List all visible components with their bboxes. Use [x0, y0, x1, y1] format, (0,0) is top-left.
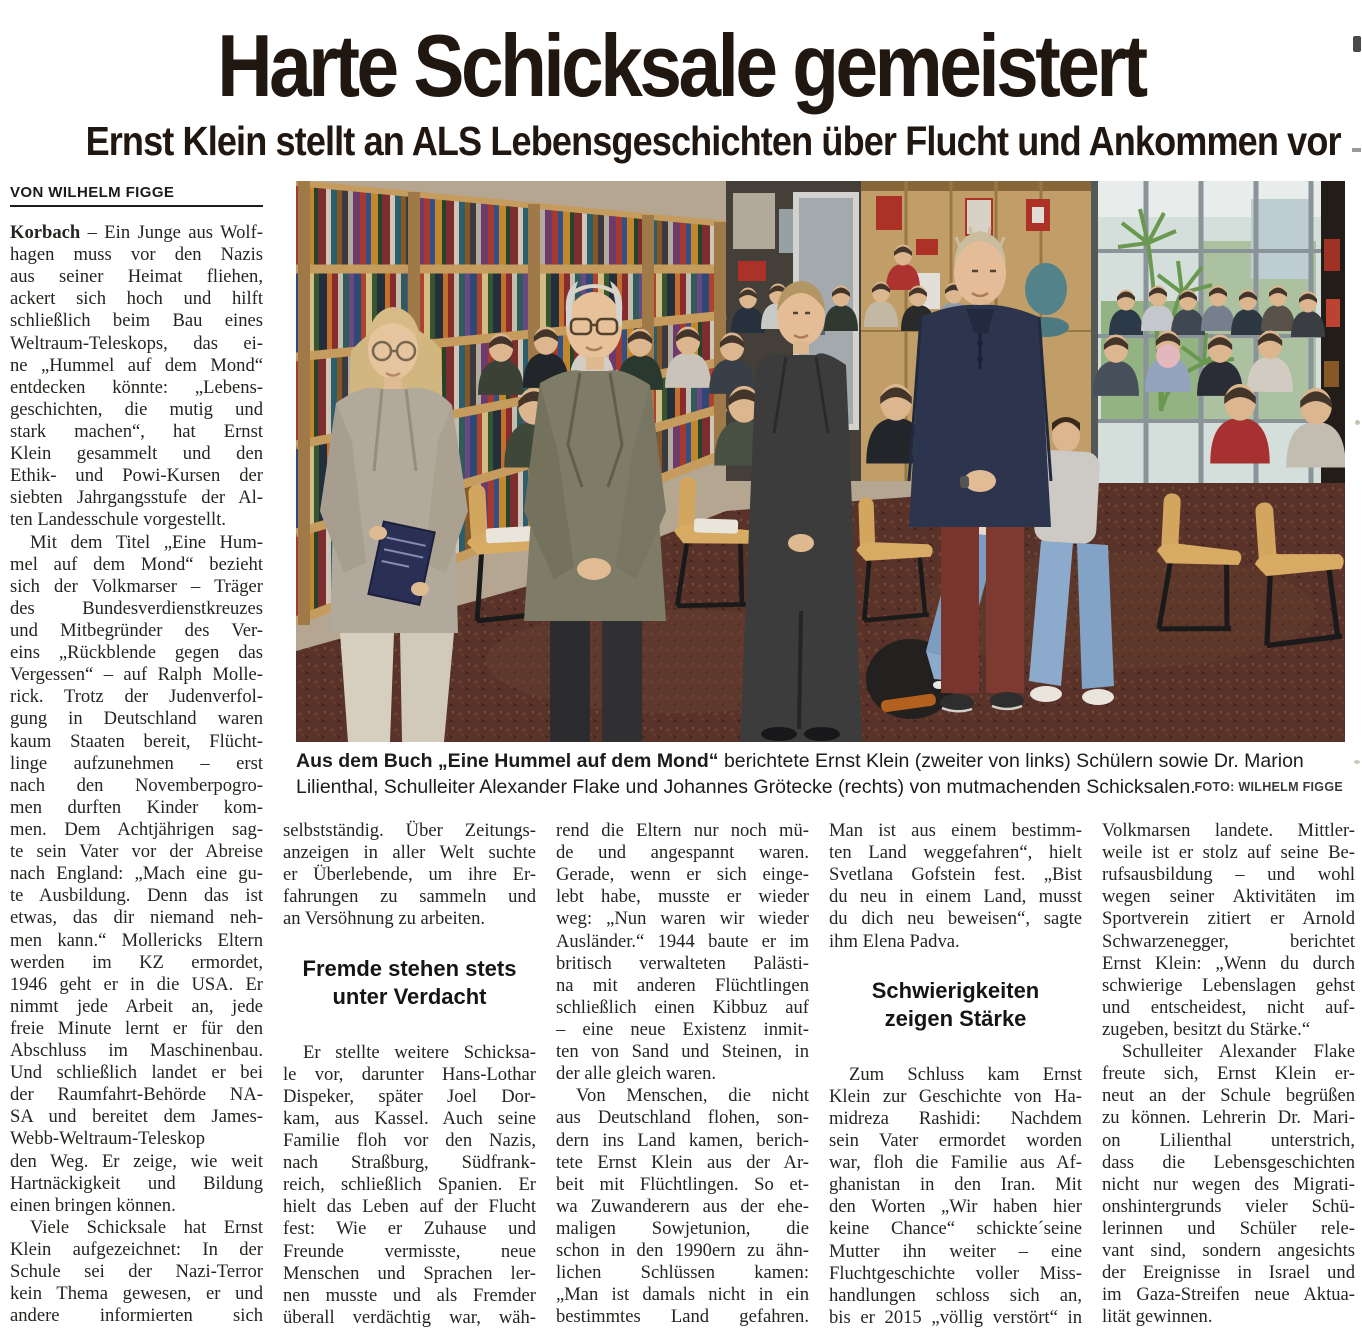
- text-line: Fluchtgeschichte voller Miss-: [829, 1262, 1082, 1284]
- text-line: im Gaza-Streifen neue Aktua-: [1102, 1284, 1355, 1306]
- text-line: – eine neue Existenz inmit-: [556, 1018, 809, 1040]
- text-line: der Raumfahrt-Behörde NA-: [10, 1084, 263, 1106]
- text-line: nicht nur wegen des Migrati-: [1102, 1173, 1355, 1195]
- caption-lead: Aus dem Buch „Eine Hummel auf dem Mond“: [296, 750, 719, 772]
- text-line: de und angespannt waren.: [556, 842, 809, 864]
- text-line: on Lilienthal unterstrich,: [1102, 1129, 1355, 1151]
- text-line: Schwarzenegger, berichtet: [1102, 930, 1355, 952]
- text-line: ihm Elena Padva.: [829, 930, 960, 952]
- text-line: men kann.“ Mollericks Eltern: [10, 929, 263, 951]
- text-line: siebten Jahrgangsstufe der Al-: [10, 487, 263, 509]
- text-line: er Überlebende, um ihre Er-: [283, 864, 536, 886]
- text-line: sein Vater ermordet worden: [829, 1129, 1082, 1151]
- text-line: Ethik- und Powi-Kursen der: [10, 465, 263, 487]
- text-line: schon in den 1990ern zu ähn-: [556, 1240, 809, 1262]
- text-line: Korbach – Ein Junge aus Wolf-: [10, 222, 263, 243]
- text-line: ackert sich hoch und hilft: [10, 288, 263, 310]
- text-line: stark machen“, hat Ernst: [10, 420, 263, 442]
- text-line: schwierige Lebenslagen gehst: [1102, 974, 1355, 996]
- text-line: Menschen und Sprachen ler-: [283, 1262, 536, 1284]
- text-line: etwas, das dir niemand neh-: [10, 907, 263, 929]
- text-line: nimmt jede Arbeit an, jede: [10, 995, 263, 1017]
- text-line: Ernst Klein: „Wenn du durch: [1102, 952, 1355, 974]
- text-line: nach Straßburg, Südfrank-: [283, 1152, 536, 1174]
- text-line: bis er 2015 „völlig verstört“ in: [829, 1306, 1082, 1328]
- text-line: reich, schließlich Spanien. Er: [283, 1174, 536, 1196]
- text-line: neut an der Schule begrüßen: [1102, 1085, 1355, 1107]
- text-line: selbstständig. Über Zeitungs-: [283, 820, 536, 841]
- text-line: lerinnen und Schüler rele-: [1102, 1217, 1355, 1239]
- scan-artifact: [1353, 36, 1361, 52]
- text-line: Er stellte weitere Schicksa-: [303, 1041, 536, 1063]
- text-line: überall verdächtig war, wäh-: [283, 1306, 536, 1328]
- text-line: Von Menschen, die nicht: [576, 1085, 809, 1107]
- text-line: ten Land weggefahren“, hielt: [829, 842, 1082, 864]
- text-line: men. Dem Achtjährigen sag-: [10, 818, 263, 840]
- text-line: lebt habe, musste er wieder: [556, 886, 809, 908]
- text-line: fahrungen zu sammeln und: [283, 886, 536, 908]
- text-line: SA und bereitet dem James-: [10, 1106, 263, 1128]
- library-scene: [296, 181, 1345, 742]
- text-line: gung in Deutschland waren: [10, 708, 263, 730]
- text-line: des Bundesverdienstkreuzes: [10, 597, 263, 619]
- text-line: Vergessen“ – auf Ralph Molle-: [10, 664, 263, 686]
- text-line: entdecken könnte: „Lebens-: [10, 376, 263, 398]
- text-line: beit mit Flüchtlingen. So et-: [556, 1173, 809, 1195]
- text-line: zu können. Lehrerin Dr. Mari-: [1102, 1107, 1355, 1129]
- text-line: hielt das Leben auf der Flucht: [283, 1196, 536, 1218]
- text-line: vant sind, sondern angesichts: [1102, 1240, 1355, 1262]
- text-line: freute sich, Ernst Klein er-: [1102, 1063, 1355, 1085]
- text-line: Schule sei der Nazi-Terror: [10, 1261, 263, 1283]
- text-line: Gerade, wenn er sich einge-: [556, 864, 809, 886]
- text-column-4: [829, 820, 1082, 1329]
- text-line: Sportverein zitiert er Arnold: [1102, 908, 1355, 930]
- text-line: ne „Hummel auf dem Mond“: [10, 354, 263, 376]
- text-line: Weltraum-Teleskops, das ei-: [10, 332, 263, 354]
- text-line: ghanistan in den Iran. Mit: [829, 1174, 1082, 1196]
- section-subhead: Fremde stehen stets unter Verdacht: [302, 955, 517, 1009]
- text-line: Mutter ihn weiter – eine: [829, 1240, 1082, 1262]
- text-line: hagen muss vor den Nazis: [10, 244, 263, 266]
- text-line: Klein zur Geschichte von Ha-: [829, 1085, 1082, 1107]
- text-line: Abschluss im Maschinenbau.: [10, 1040, 263, 1062]
- text-line: Klein aufgezeichnet: In der: [10, 1239, 263, 1261]
- text-line: wegen seiner Aktivitäten im: [1102, 886, 1355, 908]
- text-line: den Weg. Er zeige, wie weit: [10, 1150, 263, 1172]
- text-line: kein Thema gewesen, er und: [10, 1283, 263, 1305]
- text-line: eins „Rückblende gegen das: [10, 642, 263, 664]
- text-line: Man ist aus einem bestimm-: [829, 820, 1082, 841]
- text-line: ten Landesschule vorgestellt.: [10, 509, 227, 531]
- text-line: der alle gleich waren.: [556, 1063, 717, 1085]
- text-line: te Ausbildung. Denn das ist: [10, 885, 263, 907]
- byline: VON WILHELM FIGGE: [10, 184, 263, 207]
- text-column-5: [1102, 820, 1355, 1329]
- text-line: nen musste und als Fremder: [283, 1284, 536, 1306]
- text-column-3: [556, 820, 809, 1329]
- text-line: und entscheidest, nicht auf-: [1102, 996, 1355, 1018]
- text-line: Zum Schluss kam Ernst: [849, 1063, 1082, 1085]
- photo-credit: FOTO: WILHELM FIGGE: [1194, 780, 1343, 794]
- text-line: Freunde vermisste, neue: [283, 1240, 536, 1262]
- text-line: wa Zuwanderern aus der ehe-: [556, 1195, 809, 1217]
- text-line: kaum Staaten bereit, Flücht-: [10, 730, 263, 752]
- text-line: britisch verwalteten Palästi-: [556, 952, 809, 974]
- text-line: „Man ist damals nicht in ein: [556, 1284, 809, 1306]
- text-line: te sein Vater vor der Abreise: [10, 841, 263, 863]
- text-column-1: [10, 222, 263, 1327]
- text-line: Mit dem Titel „Eine Hum-: [30, 531, 263, 553]
- text-line: weg: „Nun waren wir wieder: [556, 908, 809, 930]
- text-line: anzeigen in aller Welt suchte: [283, 842, 536, 864]
- text-line: Familie floh vor den Nazis,: [283, 1129, 536, 1151]
- scan-artifact: [1354, 760, 1360, 764]
- text-line: na mit anderen Flüchtlingen: [556, 974, 809, 996]
- article-photo: [296, 181, 1345, 742]
- text-line: du dich neu beweisen“, sagte: [829, 908, 1082, 930]
- text-line: freie Minute lernt er für den: [10, 1017, 263, 1039]
- scan-artifact: [1352, 148, 1361, 152]
- text-line: an Versöhnung zu arbeiten.: [283, 908, 486, 930]
- text-line: Svetlana Gofstein fest. „Bist: [829, 864, 1082, 886]
- text-line: tete Ernst Klein aus der Ar-: [556, 1151, 809, 1173]
- text-line: fest: Wie er Zuhause und: [283, 1218, 536, 1240]
- text-line: lichen Schlüssen kamen:: [556, 1262, 809, 1284]
- page-title: Harte Schicksale gemeistert: [217, 16, 1145, 115]
- photo-caption: [296, 748, 1345, 804]
- text-line: ten von Sand und Steinen, in: [556, 1041, 809, 1063]
- text-line: den Worten „Wir haben hier: [829, 1196, 1082, 1218]
- text-line: und Mitbegründer des Ver-: [10, 619, 263, 641]
- text-line: rick. Trotz der Judenverfol-: [10, 686, 263, 708]
- text-line: Viele Schicksale hat Ernst: [30, 1216, 263, 1238]
- text-line: zugeben, besitzt du Stärke.“: [1102, 1018, 1311, 1040]
- text-line: mel auf dem Mond“ bezieht: [10, 553, 263, 575]
- text-line: bestimmtes Land gefahren.: [556, 1306, 809, 1328]
- caption-body: berichtete Ernst Klein (zweiter von links) Schülern sowie Dr. Marion Lilienthal, Schulleiter Alexander Flake und Johannes Grötecke (rechts) von mutmachenden Schicksalen.: [296, 750, 1304, 798]
- text-line: werden im KZ ermordet,: [10, 951, 263, 973]
- text-line: rend die Eltern nur noch mü-: [556, 820, 809, 841]
- page-subtitle: Ernst Klein stellt an ALS Lebensgeschichten über Flucht und Ankommen vor: [85, 118, 1341, 164]
- text-line: nach England: „Mach eine gu-: [10, 863, 263, 885]
- text-line: dass die Lebensgeschichten: [1102, 1151, 1355, 1173]
- text-line: Webb-Weltraum-Teleskop: [10, 1128, 205, 1150]
- text-line: der Ereignisse in Israel und: [1102, 1262, 1355, 1284]
- text-line: midreza Rashidi: Nachdem: [829, 1107, 1082, 1129]
- text-line: Klein gesammelt und den: [10, 443, 263, 465]
- text-line: le vor, darunter Hans-Lothar: [283, 1063, 536, 1085]
- text-line: men durften Kinder kom-: [10, 796, 263, 818]
- text-column-2: [283, 820, 536, 1329]
- text-line: aus seiner Heimat fliehen,: [10, 266, 263, 288]
- text-line: 1946 geht er in die USA. Er: [10, 973, 263, 995]
- text-line: keine Chance“ schickte´seine: [829, 1218, 1082, 1240]
- text-line: schließlich einen Kibbuz auf: [556, 996, 809, 1018]
- subheadline-row: [0, 119, 1362, 164]
- text-line: onshintergrunds vieler Schü-: [1102, 1195, 1355, 1217]
- text-line: andere informierten sich: [10, 1305, 263, 1327]
- text-line: maligen Sowjetunion, die: [556, 1217, 809, 1239]
- text-line: schließlich beim Bau eines: [10, 310, 263, 332]
- photo-tint: [296, 181, 1345, 742]
- text-line: Hartnäckigkeit und Bildung: [10, 1172, 263, 1194]
- text-line: Und schließlich landet er bei: [10, 1062, 263, 1084]
- text-line: weile ist er stolz auf seine Be-: [1102, 842, 1355, 864]
- text-line: dern ins Land kamen, berich-: [556, 1129, 809, 1151]
- text-line: kam, aus Kassel. Auch seine: [283, 1107, 536, 1129]
- headline-row: [0, 16, 1362, 115]
- text-line: geschichten, die mutig und: [10, 398, 263, 420]
- text-line: lität gewinnen.: [1102, 1306, 1213, 1328]
- text-line: rufsausbildung – und wohl: [1102, 864, 1355, 886]
- text-line: linge aufzunehmen – erst: [10, 752, 263, 774]
- text-line: einen bringen können.: [10, 1194, 176, 1216]
- scan-artifact: [1355, 420, 1360, 425]
- text-line: Ausländer.“ 1944 baute er im: [556, 930, 809, 952]
- text-line: Volkmarsen landete. Mittler-: [1102, 820, 1355, 841]
- text-line: du neu in einem Land, musst: [829, 886, 1082, 908]
- text-line: sich der Volkmarser – Träger: [10, 575, 263, 597]
- text-line: nach den Novemberpogro-: [10, 774, 263, 796]
- text-line: aus Deutschland flohen, son-: [556, 1107, 809, 1129]
- section-subhead: Schwierigkeiten zeigen Stärke: [871, 977, 1040, 1031]
- text-line: Schulleiter Alexander Flake: [1122, 1041, 1355, 1063]
- text-line: Dispeker, später Joel Dor-: [283, 1085, 536, 1107]
- text-line: war, floh die Familie aus Af-: [829, 1152, 1082, 1174]
- text-line: handlungen schloss sich an,: [829, 1284, 1082, 1306]
